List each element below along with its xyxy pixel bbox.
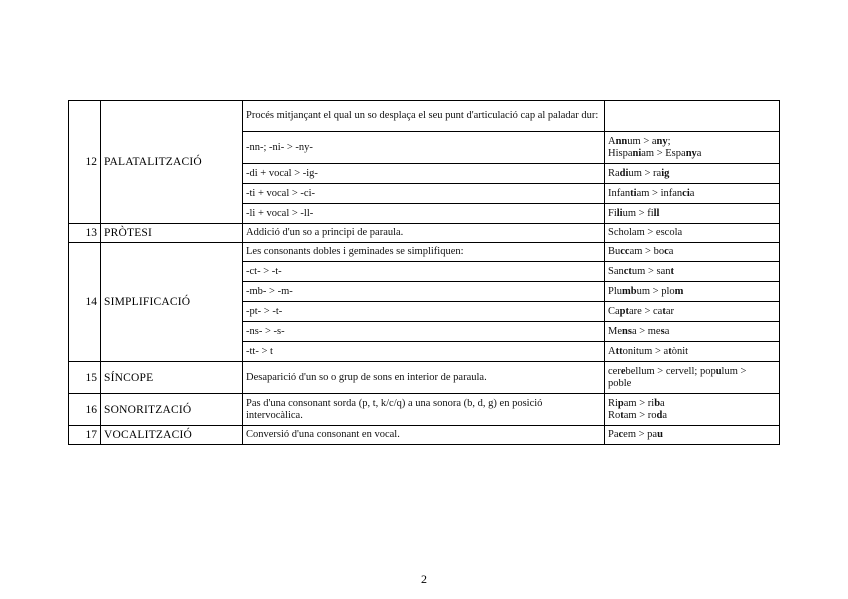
example-line: [608, 227, 776, 239]
example-line: [608, 266, 776, 278]
example-line: [608, 378, 776, 390]
example-highlight: ci: [682, 187, 690, 199]
example-line: [608, 306, 776, 318]
example-line: [608, 208, 776, 220]
example-highlight: ni: [632, 147, 642, 159]
example-highlight: c: [618, 429, 624, 440]
example-text: ar: [665, 305, 674, 317]
example-highlight: u: [657, 429, 663, 440]
example-cell: [605, 204, 780, 224]
description-cell: Les consonants dobles i geminades se simplifiquen:: [243, 243, 605, 262]
example-text: Plu: [608, 285, 623, 297]
table-row: [69, 362, 780, 394]
example-highlight: t: [620, 409, 624, 421]
example-text: lum >: [721, 365, 747, 377]
example-text: a: [662, 409, 668, 421]
example-text: um > ra: [628, 167, 662, 179]
phenomenon-name: SONORITZACIÓ: [101, 394, 243, 426]
example-text: a: [689, 187, 695, 199]
example-text: Fi: [608, 207, 617, 219]
phenomenon-name: PALATALITZACIÓ: [101, 101, 243, 224]
example-text: Ca: [608, 305, 620, 317]
example-text: Pa: [608, 429, 619, 440]
example-text: Ro: [608, 409, 621, 421]
example-highlight: tt: [615, 345, 623, 357]
example-text: Scholam > escola: [608, 227, 683, 238]
example-text: a: [696, 147, 702, 159]
example-cell: [605, 101, 780, 132]
example-text: am > ri: [623, 397, 655, 409]
example-text: um > a: [627, 135, 657, 147]
row-number: 17: [69, 426, 101, 445]
example-text: Ri: [608, 397, 618, 409]
example-highlight: ig: [661, 167, 670, 179]
description-cell: -nn-; -ni- > -ny-: [243, 132, 605, 164]
row-number: 15: [69, 362, 101, 394]
phenomenon-name: SIMPLIFICACIÓ: [101, 243, 243, 362]
example-highlight: nn: [615, 135, 628, 147]
row-number: 12: [69, 101, 101, 224]
example-highlight: pt: [619, 305, 630, 317]
example-highlight: t: [670, 265, 675, 277]
phenomenon-name: SÍNCOPE: [101, 362, 243, 394]
example-highlight: ns: [622, 325, 632, 337]
example-line: [608, 346, 776, 358]
example-text: onitum > a: [622, 345, 669, 357]
row-number: 13: [69, 224, 101, 243]
example-highlight: ll: [653, 207, 660, 219]
example-text: A: [608, 345, 616, 357]
example-text: a: [660, 397, 665, 409]
description-cell: -ct- > -t-: [243, 262, 605, 282]
example-highlight: t: [662, 305, 666, 317]
description-cell: Desaparició d'un so o grup de sons en interior de paraula.: [243, 362, 605, 394]
example-cell: [605, 132, 780, 164]
example-text: a: [664, 325, 670, 337]
example-text: am > infan: [636, 187, 683, 199]
example-line: [608, 429, 776, 441]
example-highlight: d: [656, 409, 663, 421]
table-row: [69, 101, 780, 132]
example-highlight: ct: [623, 265, 632, 277]
example-cell: [605, 322, 780, 342]
example-line: [608, 326, 776, 338]
table-row: [69, 394, 780, 426]
description-cell: Addició d'un so a principi de paraula.: [243, 224, 605, 243]
description-cell: -di + vocal > -ig-: [243, 164, 605, 184]
table-row: [69, 224, 780, 243]
example-highlight: e: [620, 365, 626, 377]
phonetic-changes-table: [68, 100, 780, 445]
example-text: a > me: [631, 325, 661, 337]
example-cell: [605, 224, 780, 243]
example-text: am > ro: [623, 409, 657, 421]
description-cell: -mb- > -m-: [243, 282, 605, 302]
example-text: um > fi: [622, 207, 654, 219]
example-cell: [605, 282, 780, 302]
page-number: 2: [421, 572, 427, 586]
example-text: um > plo: [636, 285, 675, 297]
example-highlight: s: [660, 325, 665, 337]
example-line: [608, 136, 776, 148]
example-cell: [605, 243, 780, 262]
example-text: a: [668, 246, 674, 257]
table-row: [69, 426, 780, 445]
example-cell: [605, 184, 780, 204]
example-cell: [605, 164, 780, 184]
example-line: [608, 366, 776, 378]
description-cell: -li + vocal > -ll-: [243, 204, 605, 224]
example-highlight: c: [664, 246, 669, 257]
example-cell: [605, 262, 780, 282]
example-line: [608, 148, 776, 160]
example-text: am > Espa: [641, 147, 686, 159]
phenomenon-name: VOCALITZACIÓ: [101, 426, 243, 445]
description-cell: -pt- > -t-: [243, 302, 605, 322]
example-text: Ra: [608, 167, 620, 179]
example-text: bellum > cervell; pop: [625, 365, 716, 377]
example-highlight: cc: [620, 246, 630, 257]
description-cell: Procés mitjançant el qual un so desplaça el seu punt d'articulació cap al paladar dur:: [243, 101, 605, 132]
example-highlight: ny: [656, 135, 668, 147]
example-line: [608, 168, 776, 180]
row-number: 14: [69, 243, 101, 362]
example-text: San: [608, 265, 624, 277]
example-cell: [605, 426, 780, 445]
example-text: poble: [608, 377, 632, 389]
example-text: Me: [608, 325, 622, 337]
example-line: [608, 246, 776, 258]
example-text: um > san: [631, 265, 671, 277]
example-highlight: t: [668, 345, 672, 357]
description-cell: Pas d'una consonant sorda (p, t, k/c/q) a una sonora (b, d, g) en posició intervocàlica.: [243, 394, 605, 426]
example-cell: [605, 362, 780, 394]
table-row: [69, 243, 780, 262]
example-cell: [605, 302, 780, 322]
example-highlight: li: [616, 207, 623, 219]
example-text: Hispa: [608, 147, 633, 159]
example-text: am > bo: [629, 246, 665, 257]
example-highlight: ti: [630, 187, 637, 199]
example-highlight: di: [619, 167, 629, 179]
example-highlight: mb: [622, 285, 637, 297]
example-text: Bu: [608, 246, 621, 257]
example-highlight: u: [715, 365, 722, 377]
example-text: ònit: [671, 345, 689, 357]
example-cell: [605, 394, 780, 426]
example-text: cer: [608, 365, 621, 377]
example-line: [608, 410, 776, 422]
description-cell: Conversió d'una consonant en vocal.: [243, 426, 605, 445]
example-text: are > ca: [629, 305, 663, 317]
example-highlight: m: [674, 285, 684, 297]
example-line: [608, 398, 776, 410]
example-text: Infan: [608, 187, 631, 199]
example-highlight: b: [654, 397, 661, 409]
example-text: em > pa: [623, 429, 658, 440]
example-text: A: [608, 135, 616, 147]
example-line: [608, 188, 776, 200]
example-cell: [605, 342, 780, 362]
description-cell: -ns- > -s-: [243, 322, 605, 342]
example-highlight: ny: [685, 147, 697, 159]
phenomenon-name: PRÒTESI: [101, 224, 243, 243]
example-text: ;: [667, 135, 671, 147]
description-cell: -ti + vocal > -ci-: [243, 184, 605, 204]
description-cell: -tt- > t: [243, 342, 605, 362]
row-number: 16: [69, 394, 101, 426]
example-line: [608, 286, 776, 298]
example-highlight: p: [617, 397, 624, 409]
